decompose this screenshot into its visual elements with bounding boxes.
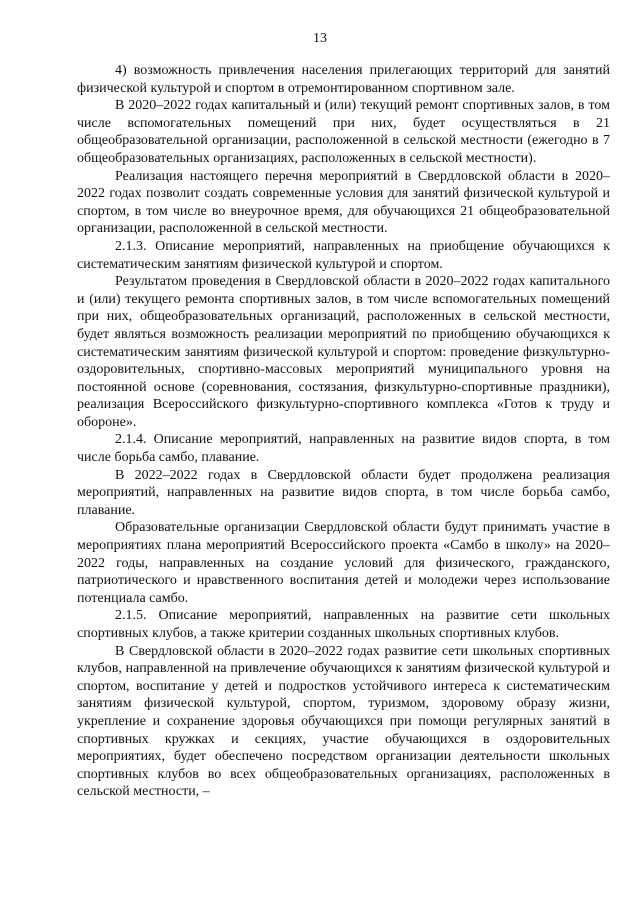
paragraph-repair-plan: В 2020–2022 годах капитальный и (или) текущий ремонт спортивных залов, в том числе вспомогательных помещений при них, будет осуществляться в 21 общеобразовательной организации, расположенной в сельской местности (ежегодно в 7 общеобразовательных организациях, расположенных в сельской местности). xyxy=(77,98,610,166)
paragraph-item-4-conclusion: 4) возможность привлечения населения прилегающих территорий для занятий физической культурой и спортом в отремонтированном спортивном зале. xyxy=(77,63,610,96)
paragraph-sports-development: В 2022–2022 годах в Свердловской области будет продолжена реализация мероприятий, направленных на развитие видов спорта, в том числе борьба самбо, плавание. xyxy=(77,467,610,518)
paragraph-implementation-result: Реализация настоящего перечня мероприятий в Свердловской области в 2020–2022 годах позволит создать современные условия для занятий физической культурой и спортом, в том числе во внеурочное время, для обучающихся 21 общеобразовательной организации, расположенной в сельской местности. xyxy=(77,168,610,237)
document-body xyxy=(77,62,610,801)
paragraph-sambo-project: Образовательные организации Свердловской области будут принимать участие в мероприятиях плана мероприятий Всероссийского проекта «Самбо в школу» на 2020–2022 годы, направленных на создание условий для физического, гражданского, патриотического и нравственного воспитания детей и молодежи через использование потенциала самбо. xyxy=(77,520,610,606)
page-number: 13 xyxy=(313,31,327,46)
section-heading-2-1-5: 2.1.5. Описание мероприятий, направленных на развитие сети школьных спортивных клубов, а также критерии созданных школьных спортивных клубов. xyxy=(77,608,610,641)
paragraph-school-clubs: В Свердловской области в 2020–2022 годах развитие сети школьных спортивных клубов, направленной на привлечение обучающихся к занятиям физической культурой и спортом, воспитание у детей и подростков устойчивого интереса к систематическим занятиям физической культурой, спортом, туризмом, здоровому образу жизни, укрепление и сохранение здоровья обучающихся при помощи регулярных занятий в спортивных кружках и секциях, участие обучающихся в оздоровительных мероприятиях, будет обеспечено посредством организации деятельности школьных спортивных клубов во всех общеобразовательных организациях, расположенных в сельской местности, – xyxy=(77,643,610,800)
section-heading-2-1-3: 2.1.3. Описание мероприятий, направленных на приобщение обучающихся к систематическим занятиям физической культурой и спортом. xyxy=(77,238,610,272)
section-heading-2-1-4: 2.1.4. Описание мероприятий, направленных на развитие видов спорта, в том числе борьба самбо, плавание. xyxy=(77,432,610,466)
paragraph-repair-outcome: Результатом проведения в Свердловской области в 2020–2022 годах капитального и (или) текущего ремонта спортивных залов, в том числе вспомогательных помещений при них, общеобразовательных организаций, расположенных в сельской местности, будет являться возможность реализации мероприятий по приобщению обучающихся к систематическим занятиям физической культурой и спортом: проведение физкультурно-оздоровительных, спортивно-массовых мероприятий муниципального уровня на постоянной основе (соревнования, состязания, физкультурно-спортивные праздники), реализация Всероссийского физкультурно-спортивного комплекса «Готов к труду и обороне». xyxy=(77,274,610,430)
